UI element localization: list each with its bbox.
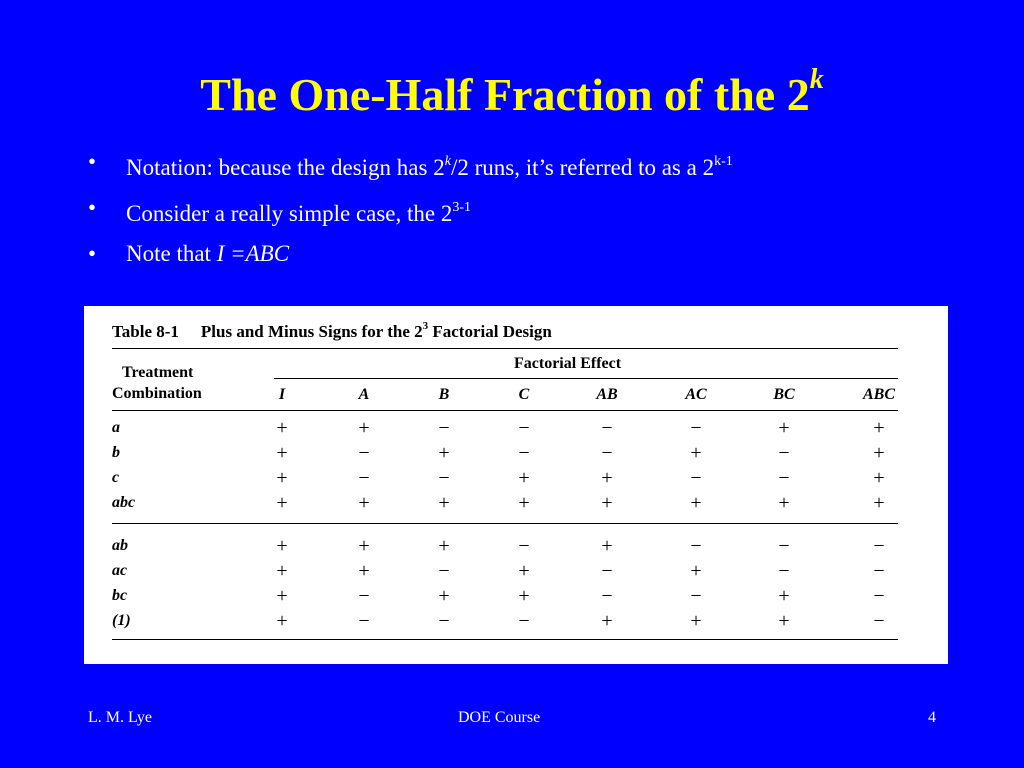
sign-cell: − bbox=[518, 417, 530, 439]
sign-cell: + bbox=[601, 535, 613, 557]
sign-cell: − bbox=[358, 467, 370, 489]
sign-cell: − bbox=[601, 417, 613, 439]
sign-cell: + bbox=[358, 560, 370, 582]
sign-cell: + bbox=[778, 585, 790, 607]
column-header-b: B bbox=[438, 386, 450, 403]
half-fraction-divider bbox=[112, 523, 898, 524]
sign-cell: + bbox=[690, 492, 702, 514]
slide-title bbox=[0, 52, 1024, 123]
sign-cell: + bbox=[358, 535, 370, 557]
group-header-rule bbox=[274, 378, 898, 379]
row-label: c bbox=[112, 469, 120, 486]
table-caption bbox=[112, 320, 552, 342]
factorial-effect-header: Factorial Effect bbox=[514, 355, 622, 372]
row-label: a bbox=[112, 419, 120, 436]
sign-cell: + bbox=[276, 467, 288, 489]
sign-cell: − bbox=[601, 442, 613, 464]
sign-cell: − bbox=[778, 535, 790, 557]
sign-cell: + bbox=[873, 417, 885, 439]
table-caption-superscript: 3 bbox=[422, 320, 429, 332]
sign-cell: + bbox=[518, 560, 530, 582]
sign-cell: + bbox=[873, 492, 885, 514]
sign-cell: + bbox=[778, 610, 790, 632]
sign-cell: − bbox=[601, 560, 613, 582]
sign-cell: + bbox=[601, 610, 613, 632]
table-caption-text: Plus and Minus Signs for the 2 bbox=[200, 322, 423, 341]
sign-cell: + bbox=[276, 610, 288, 632]
column-header-abc: ABC bbox=[862, 386, 895, 403]
sign-cell: − bbox=[438, 467, 450, 489]
sign-cell: − bbox=[518, 442, 530, 464]
sign-cell: + bbox=[778, 417, 790, 439]
sign-cell: + bbox=[276, 492, 288, 514]
column-header-c: C bbox=[518, 386, 530, 403]
sign-cell: + bbox=[438, 535, 450, 557]
bullet-text: /2 runs, it’s referred to as a 2 bbox=[450, 155, 715, 180]
sign-cell: − bbox=[358, 585, 370, 607]
sign-cell: + bbox=[873, 467, 885, 489]
sign-cell: − bbox=[601, 585, 613, 607]
sign-cell: + bbox=[778, 492, 790, 514]
sign-cell: + bbox=[518, 585, 530, 607]
slide-title-superscript: k bbox=[809, 64, 824, 95]
footer-page-number: 4 bbox=[928, 709, 936, 726]
bullet-italic-text: I =ABC bbox=[216, 241, 290, 266]
bullet-dot: • bbox=[88, 195, 97, 220]
treatment-header-line2: Combination bbox=[112, 385, 202, 402]
table-bottom-rule bbox=[112, 639, 898, 640]
sign-cell: + bbox=[438, 585, 450, 607]
slide-title-text: The One-Half Fraction of the 2 bbox=[200, 69, 810, 120]
sign-cell: + bbox=[276, 442, 288, 464]
sign-cell: − bbox=[358, 442, 370, 464]
sign-cell: − bbox=[358, 610, 370, 632]
bullet-superscript: k-1 bbox=[714, 154, 733, 169]
sign-cell: + bbox=[690, 610, 702, 632]
sign-cell: − bbox=[438, 610, 450, 632]
sign-cell: + bbox=[601, 467, 613, 489]
bullet-superscript: k bbox=[444, 154, 451, 169]
sign-cell: − bbox=[518, 610, 530, 632]
footer-author: L. M. Lye bbox=[88, 709, 152, 726]
footer-course: DOE Course bbox=[458, 709, 541, 726]
bullet-item-simple-case bbox=[88, 188, 733, 234]
column-header-rule bbox=[112, 410, 898, 411]
bullet-item-note bbox=[88, 234, 733, 274]
bullet-superscript: 3-1 bbox=[452, 200, 472, 215]
bullet-text: Notation: because the design has 2 bbox=[126, 155, 445, 180]
sign-cell: − bbox=[873, 535, 885, 557]
sign-cell: + bbox=[518, 492, 530, 514]
sign-cell: + bbox=[690, 560, 702, 582]
sign-cell: − bbox=[690, 417, 702, 439]
sign-table-image bbox=[84, 306, 948, 664]
sign-cell: + bbox=[438, 442, 450, 464]
table-top-rule bbox=[112, 348, 898, 349]
sign-cell: − bbox=[518, 535, 530, 557]
sign-cell: − bbox=[778, 467, 790, 489]
sign-cell: + bbox=[601, 492, 613, 514]
column-header-ab: AB bbox=[596, 386, 618, 403]
bullet-text: Note that bbox=[126, 241, 217, 266]
column-header-i: I bbox=[278, 386, 286, 403]
row-label: bc bbox=[112, 587, 128, 604]
sign-cell: + bbox=[276, 585, 288, 607]
sign-cell: − bbox=[690, 467, 702, 489]
bullet-dot: • bbox=[88, 149, 97, 174]
sign-cell: + bbox=[276, 535, 288, 557]
sign-cell: − bbox=[438, 560, 450, 582]
sign-cell: − bbox=[778, 442, 790, 464]
treatment-header-line1: Treatment bbox=[122, 364, 194, 381]
sign-cell: − bbox=[690, 585, 702, 607]
sign-cell: − bbox=[873, 610, 885, 632]
table-caption-tail: Factorial Design bbox=[428, 322, 552, 341]
column-header-bc: BC bbox=[773, 386, 795, 403]
row-label: (1) bbox=[112, 612, 131, 629]
sign-cell: + bbox=[358, 492, 370, 514]
bullet-item-notation bbox=[88, 142, 733, 188]
column-header-a: A bbox=[358, 386, 370, 403]
row-label: ab bbox=[112, 537, 128, 554]
sign-cell: + bbox=[873, 442, 885, 464]
sign-cell: − bbox=[873, 585, 885, 607]
sign-cell: − bbox=[778, 560, 790, 582]
sign-cell: + bbox=[276, 417, 288, 439]
table-caption-label: Table 8-1 bbox=[112, 322, 179, 341]
sign-cell: + bbox=[518, 467, 530, 489]
row-label: abc bbox=[112, 494, 136, 511]
bullet-text: Consider a really simple case, the 2 bbox=[126, 201, 453, 226]
column-header-ac: AC bbox=[685, 386, 707, 403]
sign-cell: − bbox=[690, 535, 702, 557]
sign-cell: + bbox=[438, 492, 450, 514]
sign-cell: + bbox=[276, 560, 288, 582]
bullet-dot: • bbox=[88, 241, 97, 266]
sign-cell: + bbox=[690, 442, 702, 464]
sign-cell: − bbox=[438, 417, 450, 439]
sign-cell: − bbox=[873, 560, 885, 582]
row-label: b bbox=[112, 444, 120, 461]
bullet-list bbox=[88, 142, 733, 274]
sign-cell: + bbox=[358, 417, 370, 439]
row-label: ac bbox=[112, 562, 128, 579]
